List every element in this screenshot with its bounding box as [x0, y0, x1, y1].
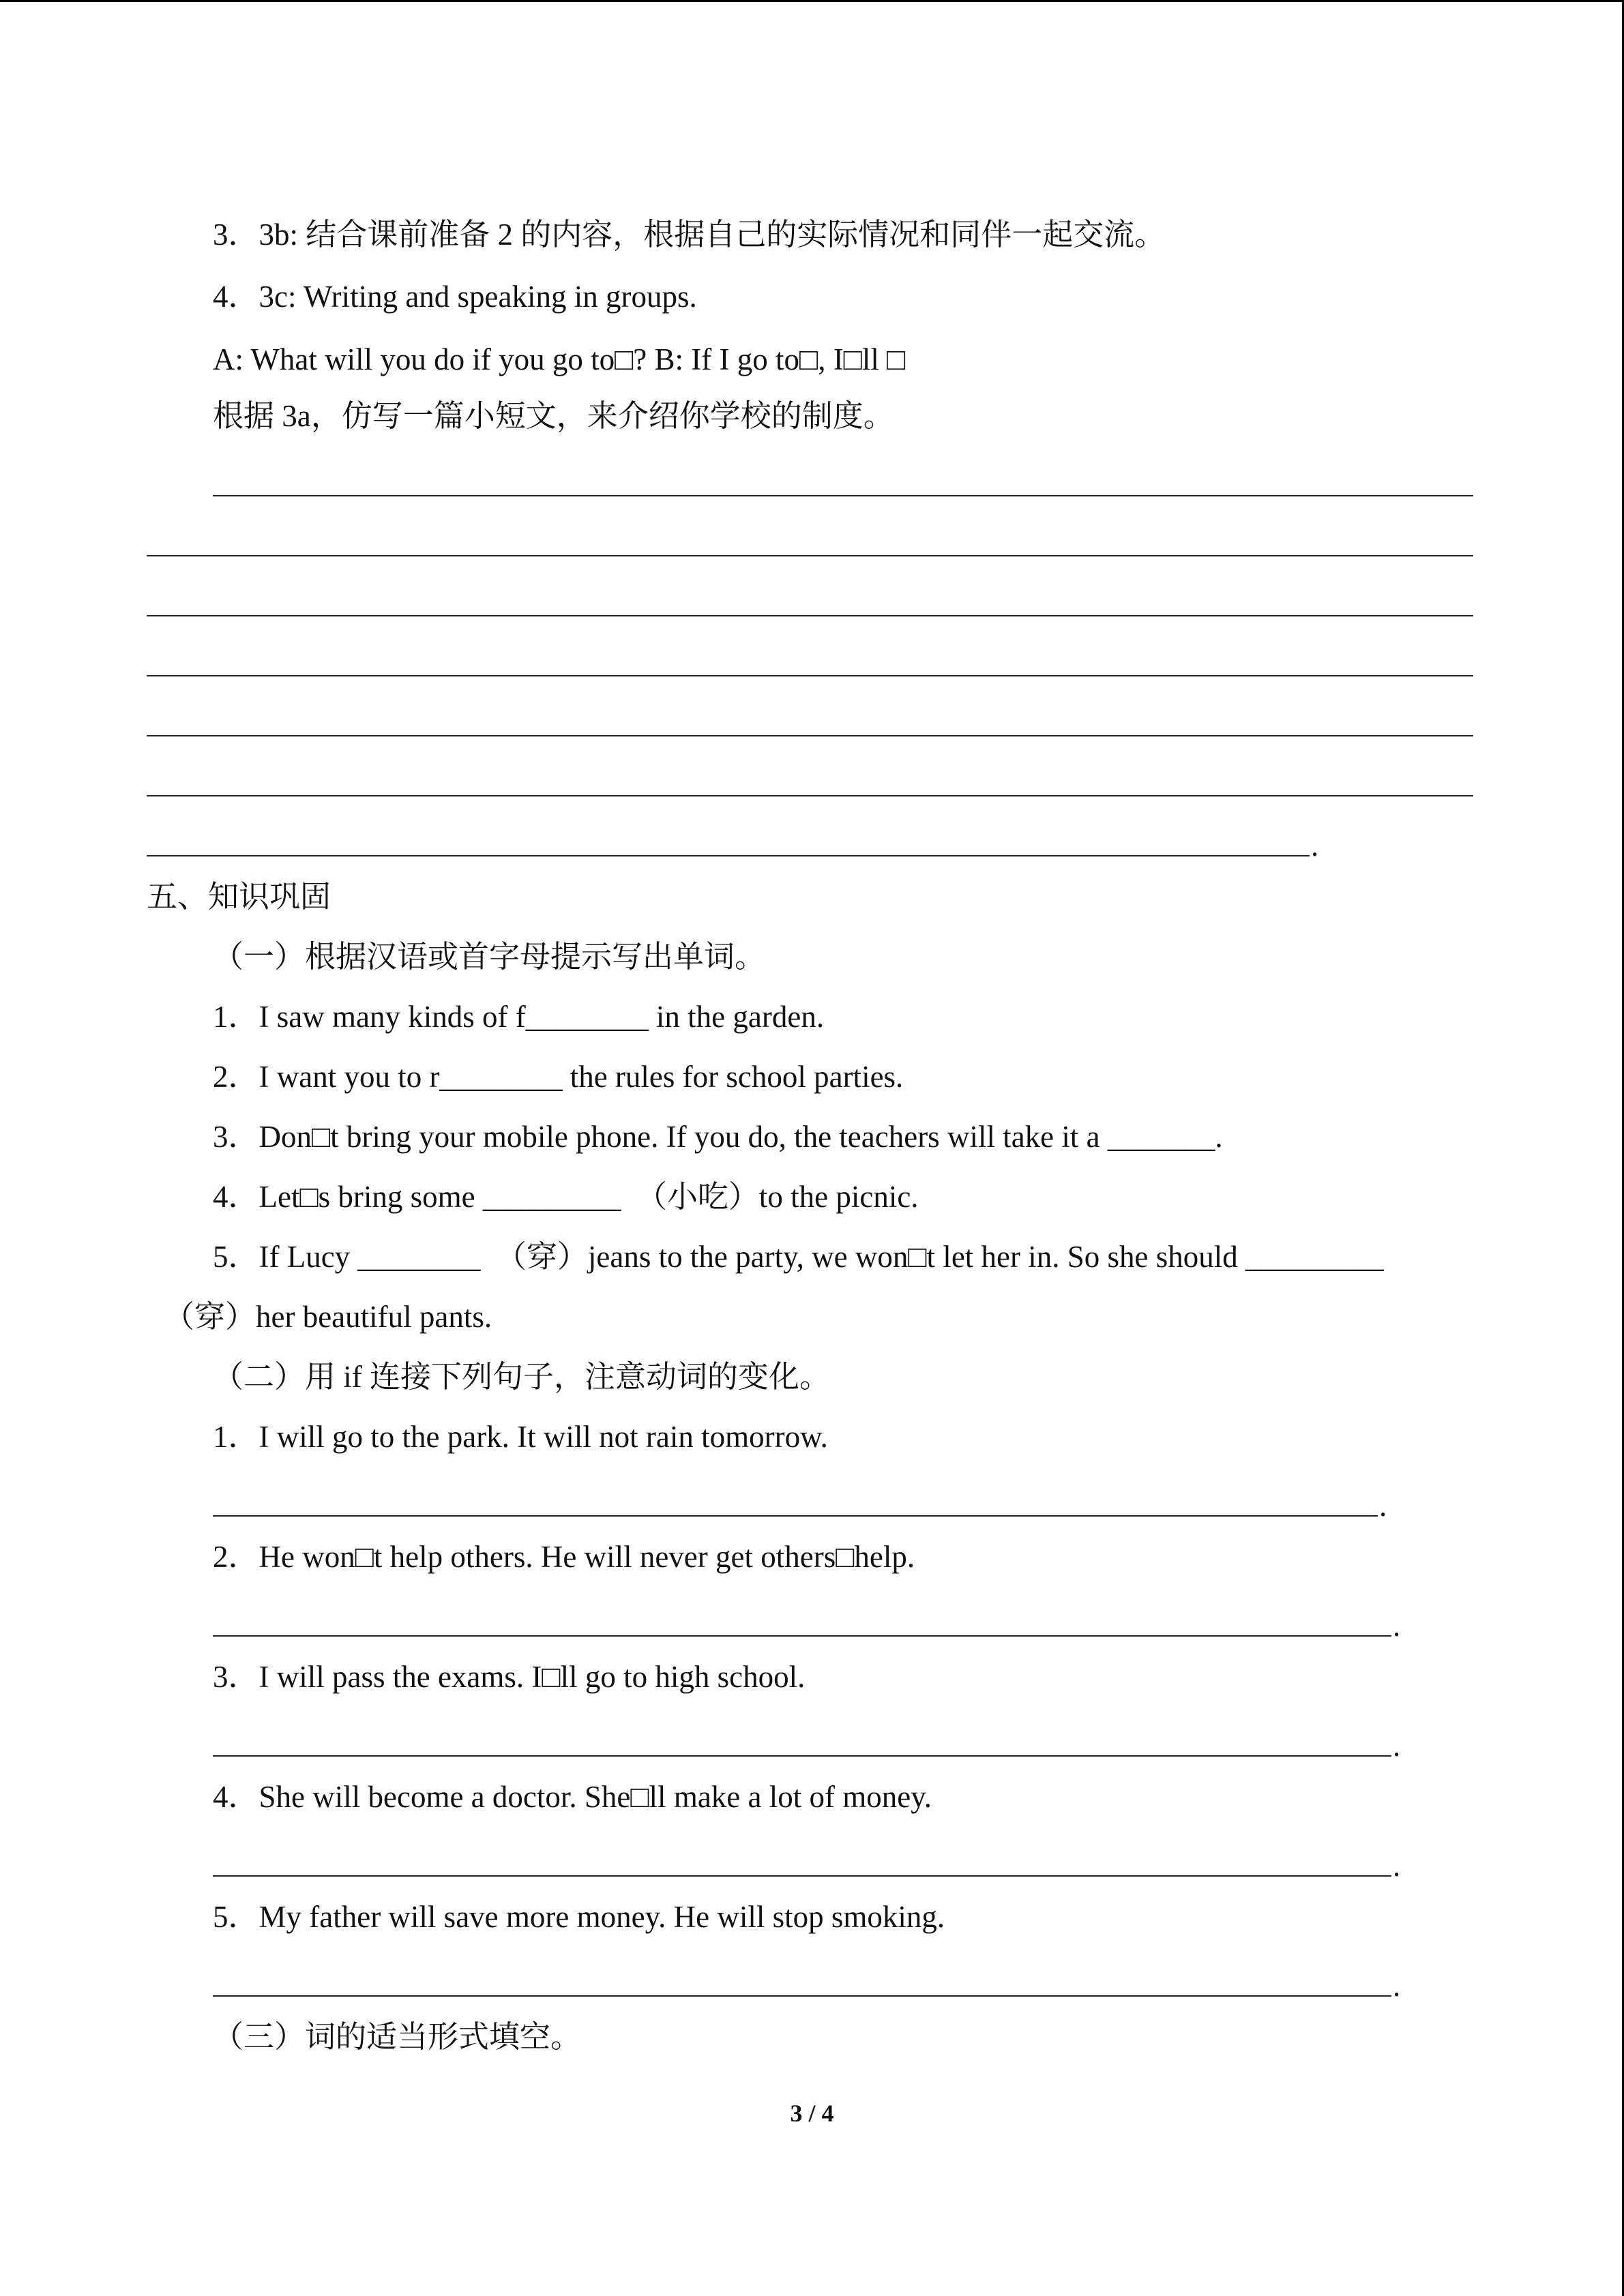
answer-line[interactable] — [213, 1755, 1391, 1757]
part2-question-2: 2．He won□t help others. He will never get others□help. — [213, 1540, 915, 1574]
dialogue-prompt: A: What will you do if you go to□? B: If I go to□, I□ll □ — [213, 342, 906, 376]
section-title: 五、知识巩固 — [147, 880, 331, 914]
item-3b: 3．3b: 结合课前准备 2 的内容，根据自己的实际情况和同伴一起交流。 — [213, 218, 1166, 252]
part1-question-5: 5．If Lucy ________ （穿）jeans to the party, we won□t let her in. So she should _________ — [213, 1240, 1384, 1274]
answer-line[interactable] — [213, 1515, 1378, 1517]
answer-end-period: . — [1393, 1609, 1401, 1643]
answer-end-period: . — [1393, 1729, 1401, 1763]
answer-end-period: . — [1393, 1849, 1401, 1883]
answer-end-period: . — [1393, 1969, 1401, 2003]
part1-question-2: 2．I want you to r________ the rules for school parties. — [213, 1060, 904, 1094]
writing-line[interactable] — [147, 795, 1473, 796]
part2-question-3: 3．I will pass the exams. I□ll go to high school. — [213, 1660, 806, 1694]
writing-instruction: 根据 3a，仿写一篇小短文，来介绍你学校的制度。 — [213, 399, 894, 433]
part1-question-5-cont: （穿）her beautiful pants. — [164, 1300, 492, 1334]
writing-line[interactable] — [213, 495, 1473, 496]
part2-question-4: 4．She will become a doctor. She□ll make a lot of money. — [213, 1780, 932, 1814]
answer-line[interactable] — [213, 1875, 1391, 1877]
writing-end-period: . — [1311, 829, 1319, 863]
part2-heading: （二）用 if 连接下列句子，注意动词的变化。 — [213, 1360, 830, 1394]
part1-question-1: 1．I saw many kinds of f________ in the garden. — [213, 1000, 825, 1034]
part2-question-5: 5．My father will save more money. He will stop smoking. — [213, 1900, 945, 1934]
answer-line[interactable] — [213, 1635, 1391, 1637]
answer-line[interactable] — [213, 1995, 1391, 1997]
writing-line[interactable] — [147, 735, 1473, 736]
part3-heading: （三）词的适当形式填空。 — [213, 2020, 582, 2054]
page-number: 3 / 4 — [790, 2100, 834, 2127]
part1-question-3: 3．Don□t bring your mobile phone. If you do, the teachers will take it a _______. — [213, 1120, 1223, 1154]
part1-heading: （一）根据汉语或首字母提示写出单词。 — [213, 940, 766, 974]
writing-line[interactable] — [147, 555, 1473, 556]
item-3c: 4．3c: Writing and speaking in groups. — [213, 280, 697, 314]
writing-line[interactable] — [147, 675, 1473, 676]
part2-question-1: 1．I will go to the park. It will not rain tomorrow. — [213, 1420, 828, 1454]
writing-line[interactable] — [147, 615, 1473, 616]
writing-line[interactable] — [147, 855, 1310, 856]
part1-question-4: 4．Let□s bring some _________ （小吃）to the picnic. — [213, 1180, 919, 1214]
page-border-top — [0, 0, 1624, 2]
answer-end-period: . — [1379, 1489, 1387, 1523]
